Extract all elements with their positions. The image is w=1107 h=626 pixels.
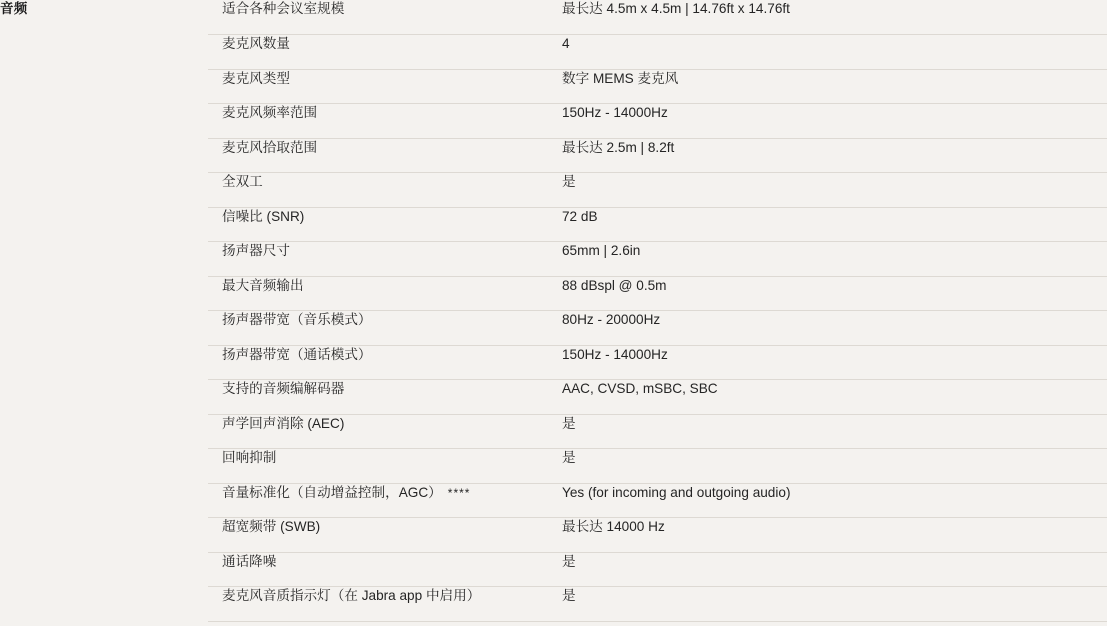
spec-value: 最长达 14000 Hz	[560, 518, 1107, 553]
spec-label: 麦克风音质指示灯（在 Jabra app 中启用）	[208, 587, 560, 622]
spec-label: 最大音频输出	[208, 276, 560, 311]
spec-label: 麦克风类型	[208, 69, 560, 104]
spec-value: 最长达 2.5m | 8.2ft	[560, 138, 1107, 173]
spec-value: 数字 MEMS 麦克风	[560, 69, 1107, 104]
spec-label: 扬声器带宽（音乐模式）	[208, 311, 560, 346]
spec-value: 80Hz - 20000Hz	[560, 311, 1107, 346]
spec-label: 通话降噪	[208, 552, 560, 587]
spec-value: 是	[560, 552, 1107, 587]
spec-label: 回响抑制	[208, 449, 560, 484]
spec-value: AAC, CVSD, mSBC, SBC	[560, 380, 1107, 415]
spec-label: 信噪比 (SNR)	[208, 207, 560, 242]
spec-value: 是	[560, 587, 1107, 622]
spec-label-text: 音量标准化（自动增益控制，AGC）	[222, 484, 442, 500]
table-row	[0, 0, 1107, 35]
spec-label: 麦克风拾取范围	[208, 138, 560, 173]
spec-value: 88 dBspl @ 0.5m	[560, 276, 1107, 311]
spec-value: 150Hz - 14000Hz	[560, 104, 1107, 139]
spec-value: 是	[560, 173, 1107, 208]
spec-label: 超宽频带 (SWB)	[208, 518, 560, 553]
section-title: 音频	[0, 1, 28, 16]
spec-label: 声学回声消除 (AEC)	[208, 414, 560, 449]
spec-label: 支持的音频编解码器	[208, 380, 560, 415]
spec-value: 72 dB	[560, 207, 1107, 242]
spec-value: 150Hz - 14000Hz	[560, 345, 1107, 380]
spec-value: 4	[560, 35, 1107, 70]
spec-value: 是	[560, 449, 1107, 484]
footnote-marker: ****	[447, 485, 471, 500]
spec-value: 最长达 4.5m x 4.5m | 14.76ft x 14.76ft	[560, 0, 1107, 35]
spec-value: Yes (for incoming and outgoing audio)	[560, 483, 1107, 518]
spec-value: 65mm | 2.6in	[560, 242, 1107, 277]
spec-label: 适合各种会议室规模	[208, 0, 560, 35]
spec-label: 扬声器带宽（通话模式）	[208, 345, 560, 380]
spec-value: 是	[560, 414, 1107, 449]
spec-label-with-footnote	[208, 483, 560, 518]
spec-label: 麦克风数量	[208, 35, 560, 70]
spec-label: 全双工	[208, 173, 560, 208]
spec-label: 扬声器尺寸	[208, 242, 560, 277]
spec-label: 麦克风频率范围	[208, 104, 560, 139]
